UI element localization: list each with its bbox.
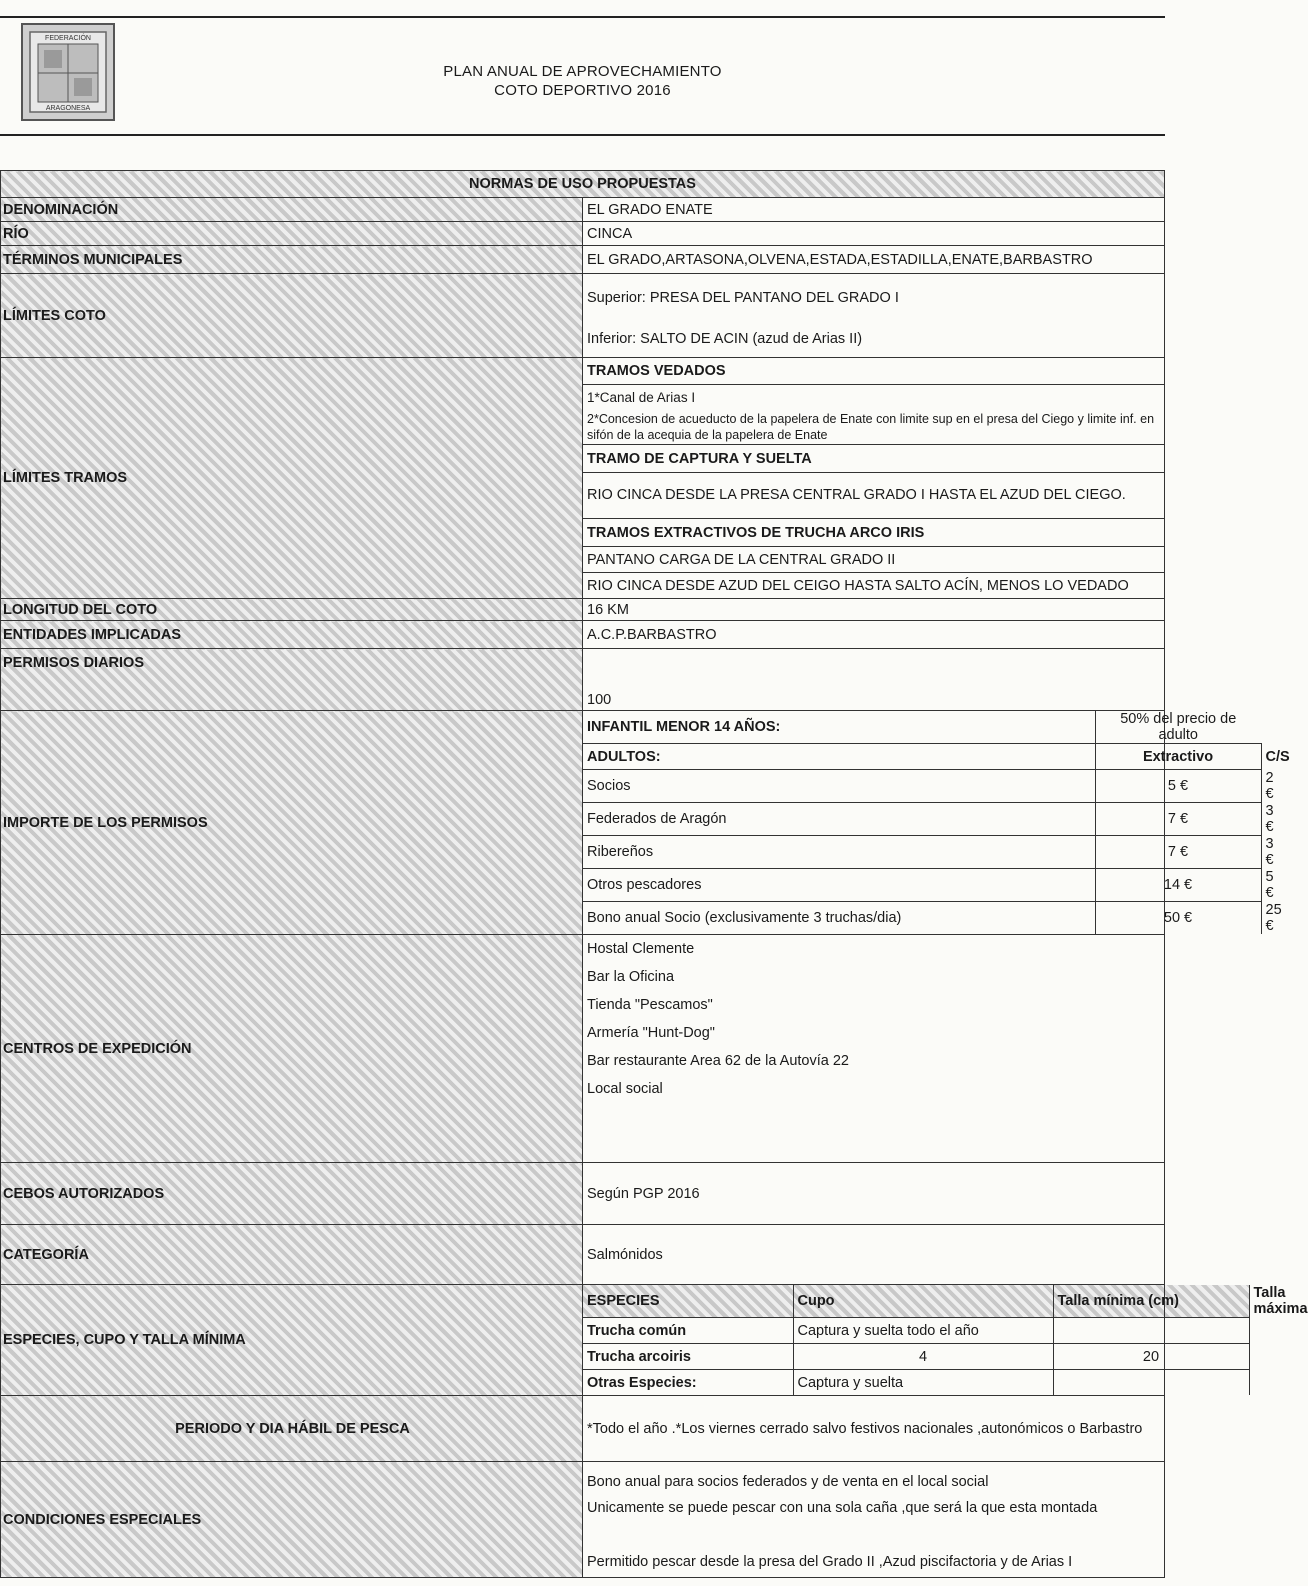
price-extractivo: 7 € bbox=[1095, 803, 1261, 836]
label-terminos: TÉRMINOS MUNICIPALES bbox=[1, 246, 583, 274]
value-rio: CINCA bbox=[583, 222, 1165, 246]
centro-item: Local social bbox=[587, 1081, 663, 1097]
svg-text:FEDERACIÓN: FEDERACIÓN bbox=[45, 35, 91, 42]
species-row bbox=[583, 1318, 1249, 1344]
price-name: Socios bbox=[583, 770, 1095, 803]
price-row: Bono anual Socio (exclusivamente 3 truchas/dia) 50 € 25 € bbox=[583, 902, 1261, 935]
row-especies bbox=[1, 1285, 1165, 1396]
price-extractivo: 14 € bbox=[1095, 869, 1261, 902]
title-line-1: PLAN ANUAL DE APROVECHAMIENTO bbox=[443, 63, 722, 80]
condicion-1: Bono anual para socios federados y de venta en el local social bbox=[587, 1473, 989, 1490]
row-importe bbox=[1, 711, 1165, 935]
species-header: ESPECIES bbox=[583, 1285, 793, 1318]
price-row: Otros pescadores 14 € 5 € bbox=[583, 869, 1261, 902]
condicion-3: Permitido pescar desde la presa del Grado II ,Azud piscifactoria y de Arias I bbox=[587, 1553, 1073, 1570]
row-limites-tramos bbox=[1, 358, 1165, 599]
label-denominacion: DENOMINACIÓN bbox=[1, 198, 583, 222]
label-especies: ESPECIES, CUPO Y TALLA MÍNIMA bbox=[1, 1285, 583, 1396]
value-terminos: EL GRADO,ARTASONA,OLVENA,ESTADA,ESTADILLA,ENATE,BARBASTRO bbox=[583, 246, 1165, 274]
title-line-2: COTO DEPORTIVO 2016 bbox=[494, 82, 671, 99]
centro-item: Tienda "Pescamos" bbox=[587, 997, 713, 1013]
label-centros: CENTROS DE EXPEDICIÓN bbox=[1, 935, 583, 1163]
price-extractivo: 50 € bbox=[1095, 902, 1261, 935]
row-permisos-diarios bbox=[1, 649, 1165, 711]
tramo-extractivo-2: RIO CINCA DESDE AZUD DEL CEIGO HASTA SALTO ACÍN, MENOS LO VEDADO bbox=[583, 572, 1164, 598]
value-categoria: Salmónidos bbox=[583, 1225, 1165, 1285]
label-cebos: CEBOS AUTORIZADOS bbox=[1, 1163, 583, 1225]
value-longitud: 16 KM bbox=[583, 599, 1165, 621]
species-header: Talla mínima (cm) bbox=[1053, 1285, 1249, 1318]
row-centros bbox=[1, 935, 1165, 1163]
label-condiciones: CONDICIONES ESPECIALES bbox=[1, 1462, 583, 1578]
row-terminos bbox=[1, 246, 1165, 274]
value-permisos-diarios: 100 bbox=[583, 649, 1165, 711]
species-talla-min: 20 bbox=[1053, 1344, 1249, 1370]
limite-superior: Superior: PRESA DEL PANTANO DEL GRADO I bbox=[587, 289, 899, 306]
price-row: Ribereños 7 € 3 € bbox=[583, 836, 1261, 869]
section-title: NORMAS DE USO PROPUESTAS bbox=[1, 171, 1165, 198]
label-entidades: ENTIDADES IMPLICADAS bbox=[1, 621, 583, 649]
price-name: Federados de Aragón bbox=[583, 803, 1095, 836]
species-talla-min bbox=[1053, 1370, 1249, 1396]
limite-inferior: Inferior: SALTO DE ACIN (azud de Arias II) bbox=[587, 330, 863, 347]
centro-item: Hostal Clemente bbox=[587, 941, 695, 957]
top-rule bbox=[0, 16, 1165, 18]
price-extractivo: 7 € bbox=[1095, 836, 1261, 869]
row-rio bbox=[1, 222, 1165, 246]
label-limites-coto: LÍMITES COTO bbox=[1, 274, 583, 358]
label-categoria: CATEGORÍA bbox=[1, 1225, 583, 1285]
label-limites-tramos: LÍMITES TRAMOS bbox=[1, 358, 583, 599]
row-periodo bbox=[1, 1396, 1165, 1462]
species-talla-min bbox=[1053, 1318, 1249, 1344]
value-periodo: *Todo el año .*Los viernes cerrado salvo festivos nacionales ,autonómicos o Barbastro bbox=[583, 1396, 1165, 1462]
row-denominacion bbox=[1, 198, 1165, 222]
row-condiciones bbox=[1, 1462, 1165, 1578]
infantil-value: 50% del precio de adulto bbox=[1095, 711, 1261, 744]
value-cebos: Según PGP 2016 bbox=[583, 1163, 1165, 1225]
price-name: Ribereños bbox=[583, 836, 1095, 869]
svg-text:ARAGONESA: ARAGONESA bbox=[45, 105, 91, 112]
centro-item: Bar la Oficina bbox=[587, 969, 675, 985]
label-rio: RÍO bbox=[1, 222, 583, 246]
species-cupo: 4 bbox=[793, 1344, 1053, 1370]
tramo-captura-title: TRAMO DE CAPTURA Y SUELTA bbox=[583, 444, 1164, 472]
price-extractivo: 5 € bbox=[1095, 770, 1261, 803]
section-header-row bbox=[1, 171, 1165, 198]
document-title bbox=[0, 62, 1165, 100]
label-permisos-diarios: PERMISOS DIARIOS bbox=[1, 649, 583, 711]
row-limites-coto bbox=[1, 274, 1165, 358]
row-cebos bbox=[1, 1163, 1165, 1225]
price-table: INFANTIL MENOR 14 AÑOS: 50% del precio de adulto ADULTOS: Extractivo C/S Socios 5 € 2 € Federados de Aragón 7 € 3 € Ribereños 7 € 3 € Otros pescadores 14 € 5 € Bono anual Socio (exclusivamente 3 truchas/dia) 50 € 25 € bbox=[583, 711, 1261, 934]
label-importe: IMPORTE DE LOS PERMISOS bbox=[1, 711, 583, 935]
tramos-vedados-title: TRAMOS VEDADOS bbox=[587, 363, 726, 379]
tramos-extractivos-title: TRAMOS EXTRACTIVOS DE TRUCHA ARCO IRIS bbox=[583, 518, 1164, 546]
label-longitud: LONGITUD DEL COTO bbox=[1, 599, 583, 621]
infantil-label: INFANTIL MENOR 14 AÑOS: bbox=[583, 711, 1095, 744]
centro-item: Bar restaurante Area 62 de la Autovía 22 bbox=[587, 1053, 849, 1069]
price-name: Bono anual Socio (exclusivamente 3 truchas/dia) bbox=[583, 902, 1095, 935]
col-extractivo: Extractivo bbox=[1095, 744, 1261, 770]
price-row: Federados de Aragón 7 € 3 € bbox=[583, 803, 1261, 836]
species-header: Cupo bbox=[793, 1285, 1053, 1318]
tramo-vedado-2: 2*Concesion de acueducto de la papelera de Enate con limite sup en el presa del Ciego y limite inf. en sifón de la acequia de la papelera de Enate bbox=[587, 412, 1155, 442]
value-entidades: A.C.P.BARBASTRO bbox=[583, 621, 1165, 649]
species-table: ESPECIES Cupo Talla mínima (cm) Talla máxima Trucha común Captura y suelta todo el año Trucha arcoiris 4 20 Otras Especies: Captura y suelta bbox=[583, 1285, 1249, 1395]
species-name: Trucha arcoiris bbox=[583, 1344, 793, 1370]
price-name: Otros pescadores bbox=[583, 869, 1095, 902]
species-row bbox=[583, 1344, 1249, 1370]
tramo-extractivo-1: PANTANO CARGA DE LA CENTRAL GRADO II bbox=[583, 546, 1164, 572]
centro-item: Armería "Hunt-Dog" bbox=[587, 1025, 715, 1041]
species-cupo: Captura y suelta todo el año bbox=[793, 1318, 1053, 1344]
condicion-2: Unicamente se puede pescar con una sola caña ,que será la que esta montada bbox=[587, 1499, 1098, 1516]
label-periodo: PERIODO Y DIA HÁBIL DE PESCA bbox=[1, 1396, 583, 1462]
rules-table bbox=[0, 170, 1308, 1578]
adultos-label: ADULTOS: bbox=[583, 744, 1095, 770]
value-denominacion: EL GRADO ENATE bbox=[583, 198, 1165, 222]
species-name: Trucha común bbox=[583, 1318, 793, 1344]
row-categoria bbox=[1, 1225, 1165, 1285]
price-row: Socios 5 € 2 € bbox=[583, 770, 1261, 803]
header-bottom-rule bbox=[0, 134, 1165, 136]
row-entidades bbox=[1, 621, 1165, 649]
tramo-captura-1: RIO CINCA DESDE LA PRESA CENTRAL GRADO I HASTA EL AZUD DEL CIEGO. bbox=[583, 472, 1164, 516]
species-row bbox=[583, 1370, 1249, 1396]
row-longitud bbox=[1, 599, 1165, 621]
tramo-vedado-1: 1*Canal de Arias I bbox=[583, 384, 1164, 410]
species-cupo: Captura y suelta bbox=[793, 1370, 1053, 1396]
species-name: Otras Especies: bbox=[583, 1370, 793, 1396]
